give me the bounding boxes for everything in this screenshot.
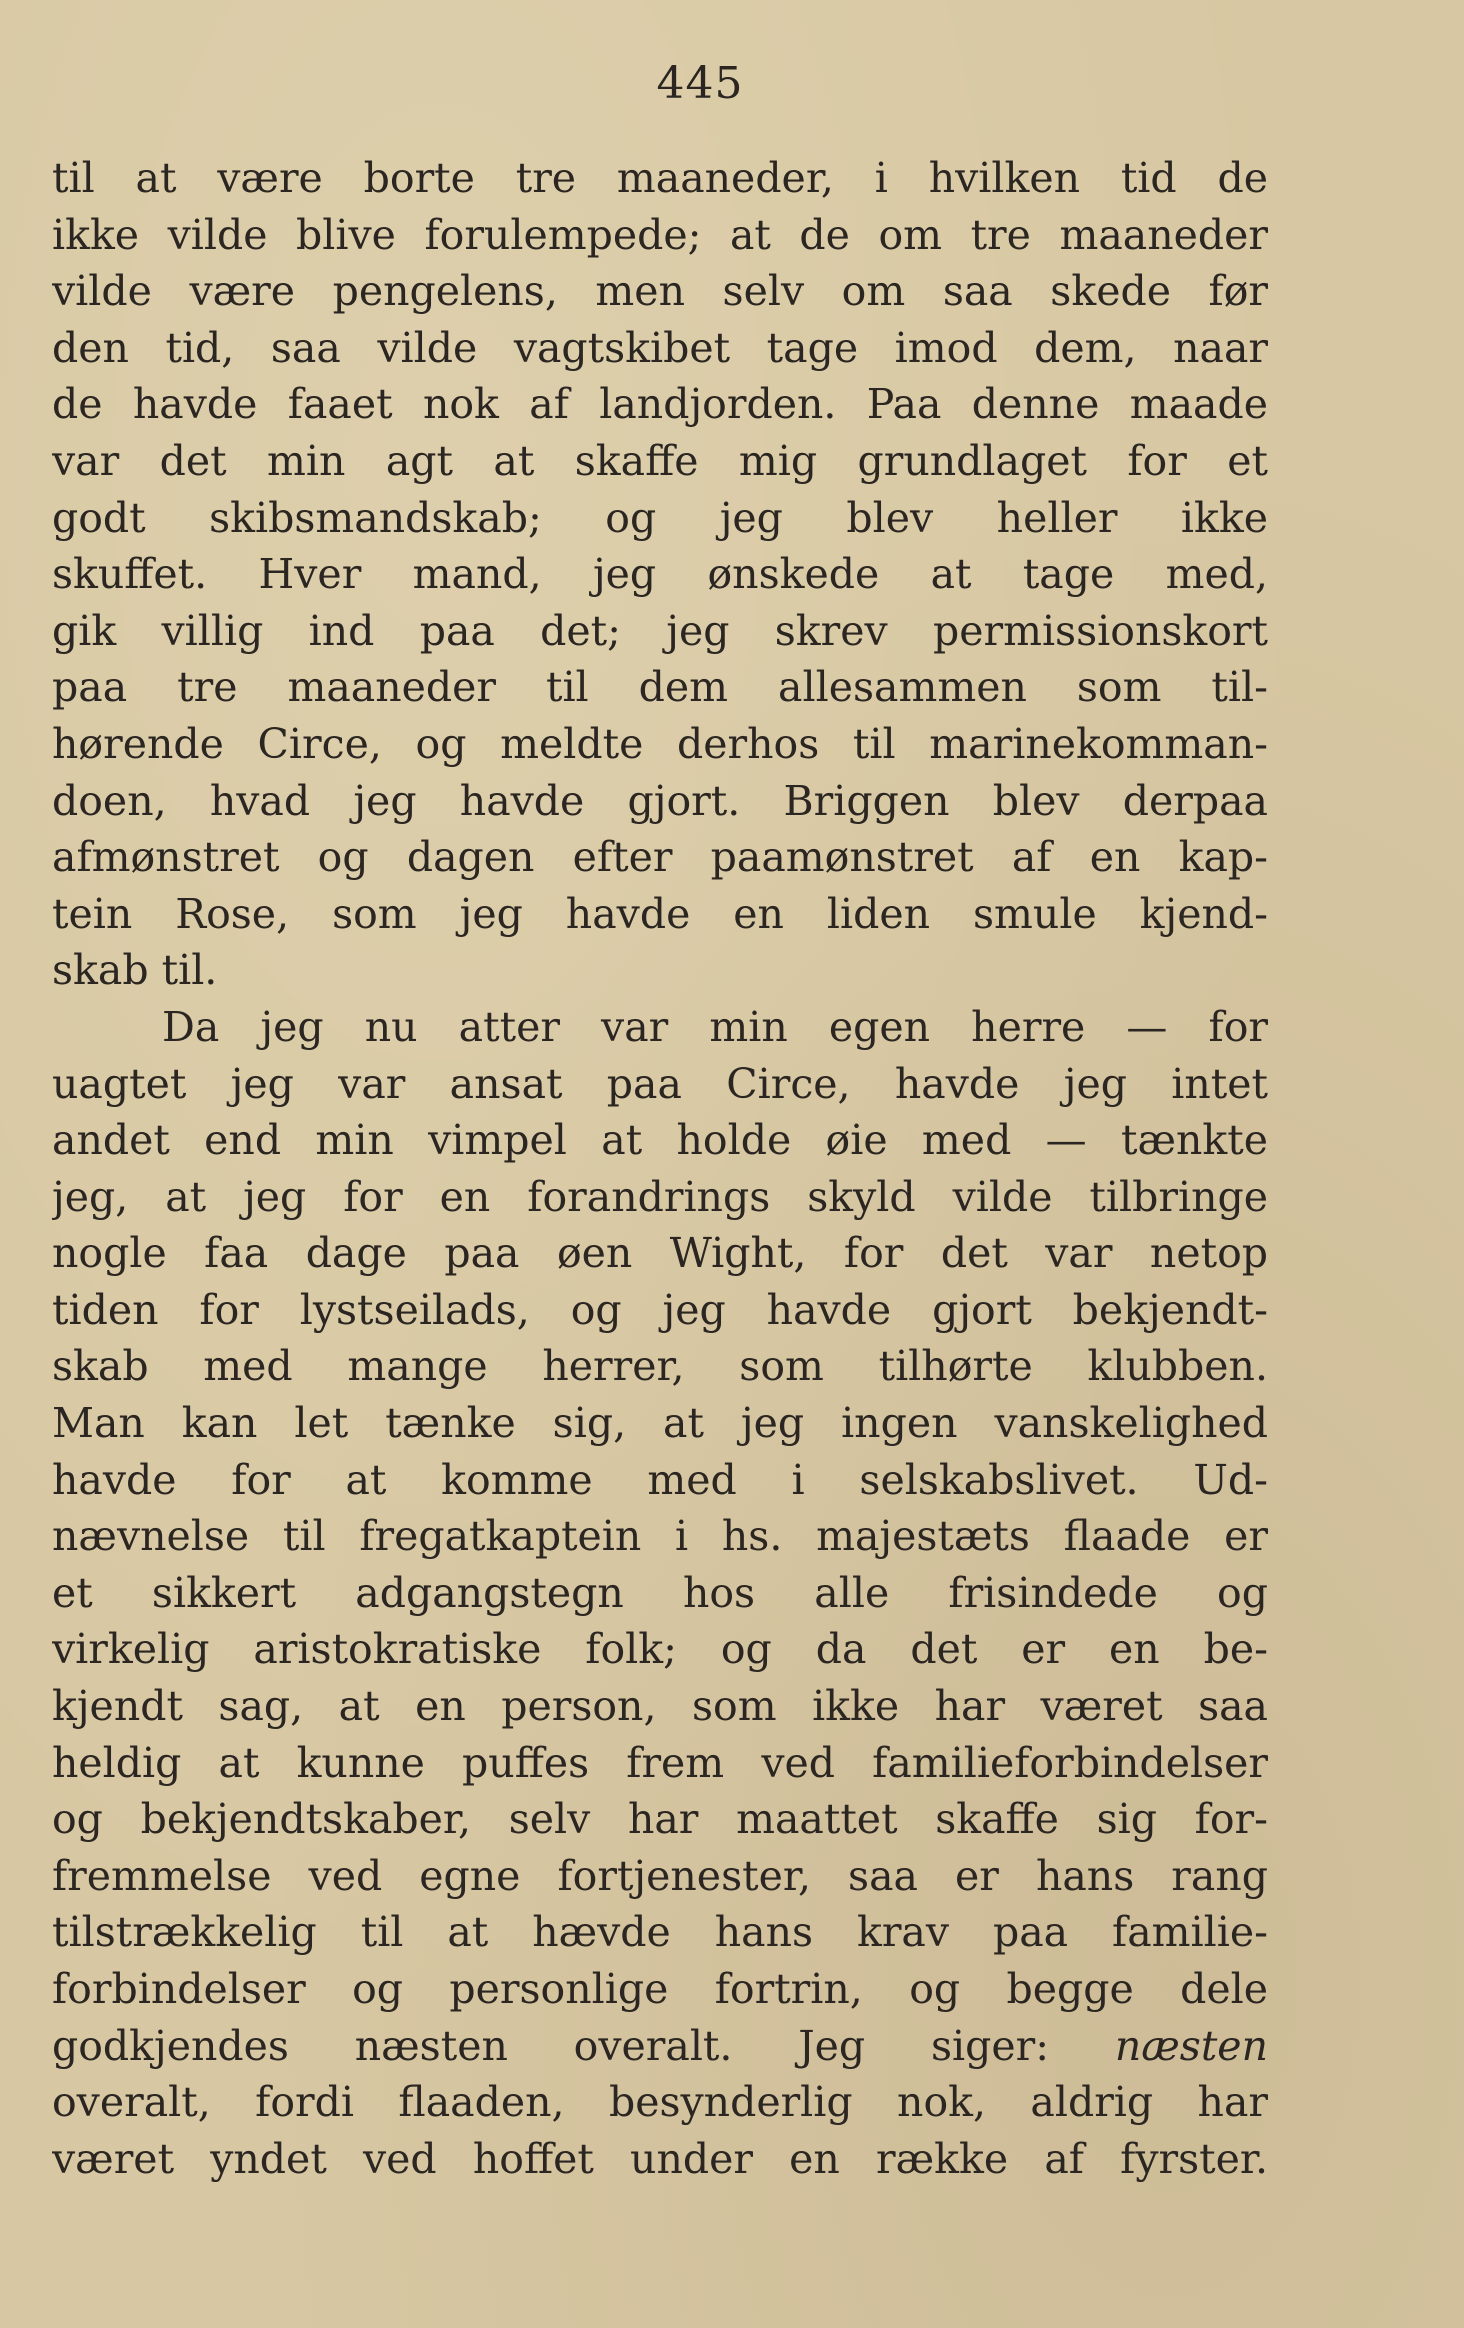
text-line: jeg, at jeg for en forandrings skyld vilde tilbringe [52, 1172, 1268, 1221]
text-line: kjendt sag, at en person, som ikke har været saa [52, 1682, 1268, 1731]
paragraph-first-line: Da jeg nu atter var min egen herre — for [162, 1002, 1268, 1051]
italic-word: næsten [1114, 2021, 1268, 2070]
text-line: skab med mange herrer, som tilhørte klubben. [52, 1342, 1268, 1391]
text-line: de havde faaet nok af landjorden. Paa denne maade [52, 380, 1268, 429]
page-number: 445 [656, 58, 744, 109]
text-line: tiden for lystseilads, og jeg havde gjort bekjendt- [52, 1285, 1268, 1334]
text-line: skab til. [52, 946, 218, 995]
text-line: vilde være pengelens, men selv om saa skede før [52, 267, 1268, 316]
text-line: fremmelse ved egne fortjenester, saa er hans rang [52, 1851, 1268, 1900]
text-line-with-italic [52, 2018, 1268, 2075]
text-line: doen, hvad jeg havde gjort. Briggen blev derpaa [52, 776, 1268, 825]
text-line: heldig at kunne puffes frem ved familieforbindelser [52, 1738, 1268, 1787]
text-line: gik villig ind paa det; jeg skrev permissionskort [52, 606, 1268, 655]
text-line: paa tre maaneder til dem allesammen som til- [52, 663, 1268, 712]
text-line: afmønstret og dagen efter paamønstret af en kap- [52, 833, 1268, 882]
text-line: havde for at komme med i selskabslivet. Ud- [52, 1455, 1268, 1504]
text-line: virkelig aristokratiske folk; og da det er en be- [52, 1625, 1268, 1674]
text-line: godt skibsmandskab; og jeg blev heller ikke [52, 493, 1268, 542]
text-line: forbindelser og personlige fortrin, og begge dele [52, 1965, 1268, 2013]
text-line: var det min agt at skaffe mig grundlaget for et [52, 436, 1268, 485]
text-line: et sikkert adgangstegn hos alle frisindede og [52, 1568, 1268, 1617]
text-line: tilstrækkelig til at hævde hans krav paa familie- [52, 1908, 1268, 1957]
text-line: nævnelse til fregatkaptein i hs. majestæts flaade er [52, 1512, 1268, 1561]
text-line: den tid, saa vilde vagtskibet tage imod dem, naar [52, 323, 1268, 372]
text-line: hørende Circe, og meldte derhos til marinekomman- [52, 719, 1268, 768]
text-line: været yndet ved hoffet under en række af fyrster. [52, 2134, 1268, 2183]
text-line: skuffet. Hver mand, jeg ønskede at tage med, [52, 550, 1268, 599]
text-line: og bekjendtskaber, selv har maattet skaffe sig for- [52, 1795, 1268, 1844]
line-text: godkjendes næsten overalt. Jeg siger: [52, 2021, 1050, 2070]
text-line: andet end min vimpel at holde øie med — tænkte [52, 1116, 1268, 1165]
body-text [52, 150, 1268, 2187]
text-line: Man kan let tænke sig, at jeg ingen vanskelighed [52, 1399, 1268, 1448]
text-line: nogle faa dage paa øen Wight, for det var netop [52, 1229, 1268, 1278]
text-line: overalt, fordi flaaden, besynderlig nok, aldrig har [52, 2078, 1268, 2127]
text-line: ikke vilde blive forulempede; at de om tre maaneder [52, 210, 1268, 259]
text-line: tein Rose, som jeg havde en liden smule kjend- [52, 889, 1268, 938]
text-line: uagtet jeg var ansat paa Circe, havde jeg intet [52, 1059, 1268, 1108]
text-line: til at være borte tre maaneder, i hvilken tid de [52, 154, 1268, 202]
